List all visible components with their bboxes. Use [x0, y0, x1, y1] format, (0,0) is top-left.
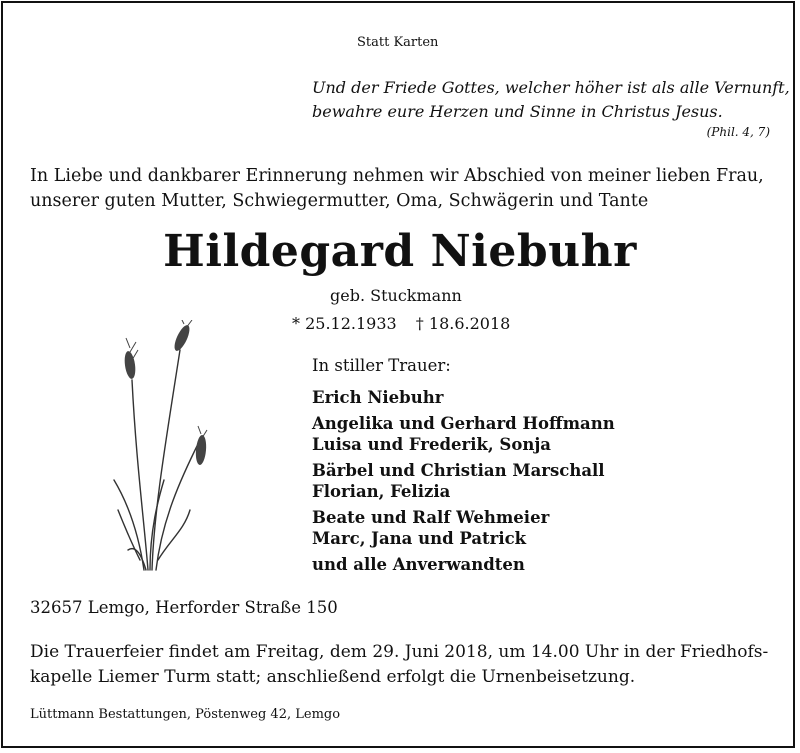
verse-reference: (Phil. 4, 7) [706, 125, 770, 139]
mourner-group [312, 387, 615, 408]
maiden-name: geb. Stuckmann [330, 286, 462, 305]
mourner-group [312, 554, 615, 575]
mourner-group [312, 413, 615, 455]
service-line-1: Die Trauerfeier findet am Freitag, dem 29. Juni 2018, um 14.00 Uhr in der Friedhofs- [30, 642, 769, 662]
mourner-line: Bärbel und Christian Marschall [312, 461, 605, 480]
mourner-line: Erich Niebuhr [312, 388, 444, 407]
mourning-label: In stiller Trauer: [312, 356, 451, 375]
mourner-line: Luisa und Frederik, Sonja [312, 435, 551, 454]
mourner-line: Marc, Jana und Patrick [312, 529, 527, 548]
mourner-group [312, 460, 615, 502]
birth-date: * 25.12.1933 [292, 314, 397, 333]
family-address: 32657 Lemgo, Herforder Straße 150 [30, 598, 338, 617]
header-statt-karten: Statt Karten [357, 35, 439, 50]
verse-line-2: bewahre eure Herzen und Sinne in Christus Jesus. [312, 102, 723, 121]
mourners-list [312, 387, 615, 580]
deceased-name: Hildegard Niebuhr [163, 226, 637, 277]
intro-line-1: In Liebe und dankbarer Erinnerung nehmen wir Abschied von meiner lieben Frau, [30, 166, 764, 186]
mourner-line: und alle Anverwandten [312, 555, 525, 574]
service-info [30, 640, 768, 690]
mourner-line: Florian, Felizia [312, 482, 451, 501]
funeral-home: Lüttmann Bestattungen, Pöstenweg 42, Lemgo [30, 707, 341, 722]
mourner-group [312, 507, 615, 549]
service-line-2: kapelle Liemer Turm statt; anschließend erfolgt die Urnenbeisetzung. [30, 667, 636, 687]
intro-line-2: unserer guten Mutter, Schwiegermutter, Oma, Schwägerin und Tante [30, 191, 649, 211]
life-dates [292, 314, 510, 333]
death-date: † 18.6.2018 [415, 314, 511, 333]
mourner-line: Angelika und Gerhard Hoffmann [312, 414, 615, 433]
intro-text [30, 164, 764, 214]
verse-line-1: Und der Friede Gottes, welcher höher ist als alle Vernunft, [312, 78, 790, 97]
bible-verse [312, 76, 790, 124]
wheat-ears-icon [100, 320, 220, 580]
mourner-line: Beate und Ralf Wehmeier [312, 508, 550, 527]
